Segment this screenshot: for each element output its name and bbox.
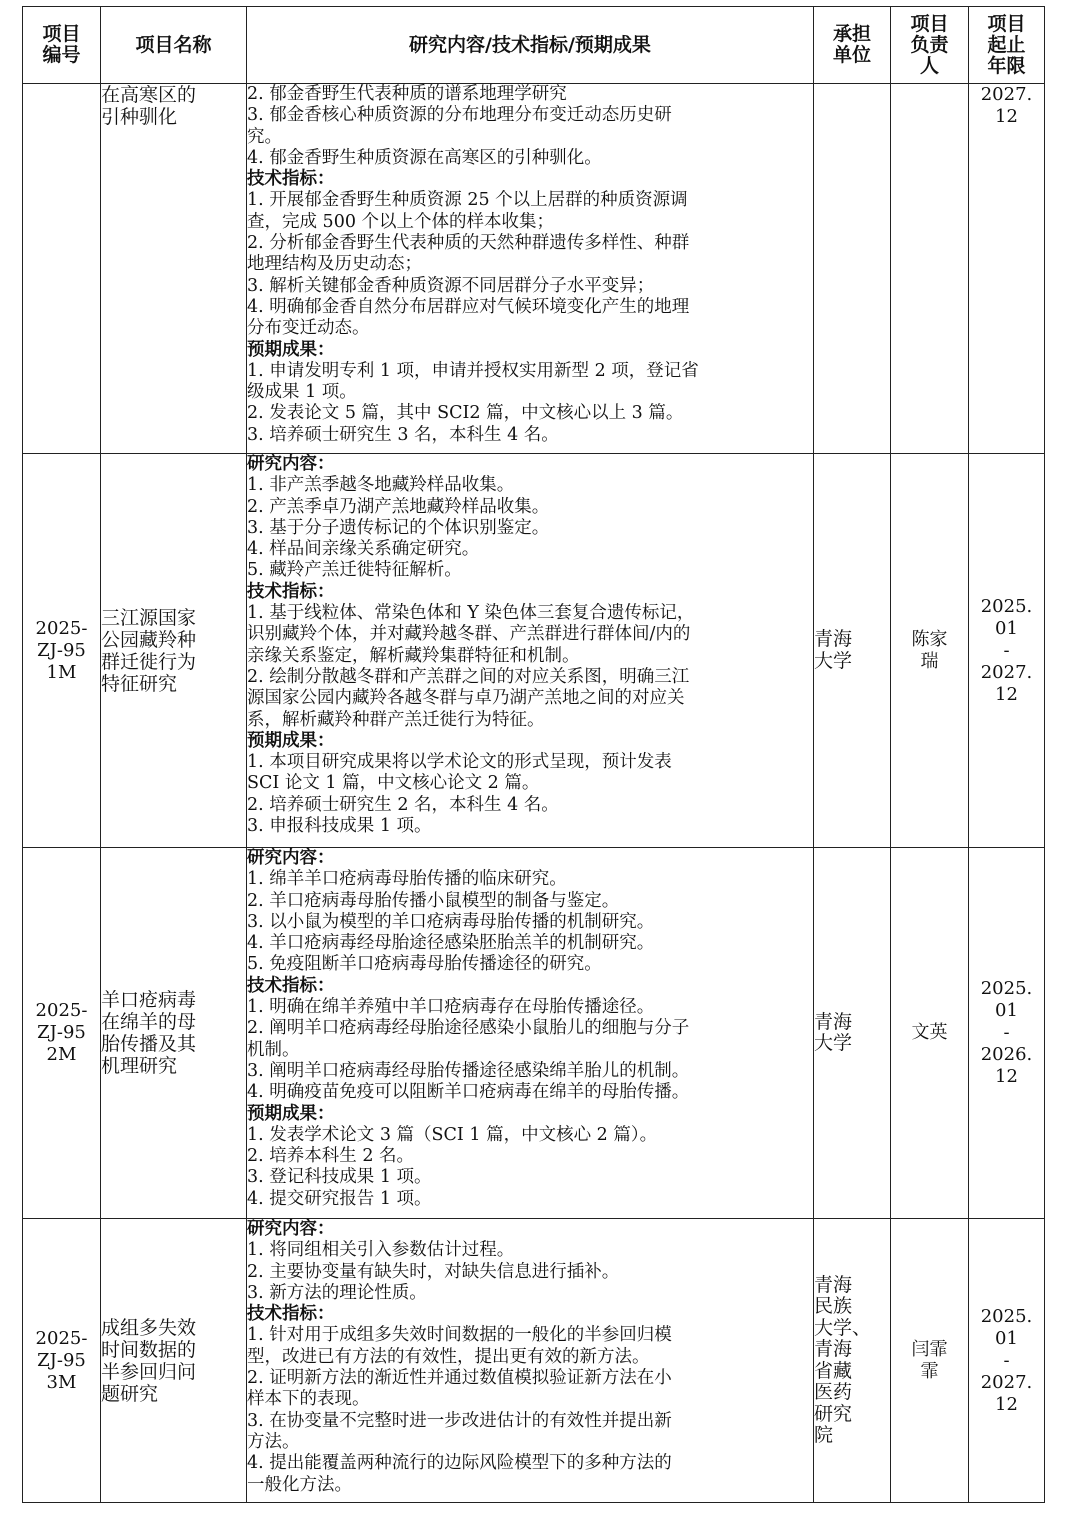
content-cell bbox=[247, 848, 814, 1219]
content-line: 4. 羊口疮病毒经母胎途径感染胚胎羔羊的机制研究。 bbox=[247, 933, 655, 954]
project-id-cell-text: 2025- ZJ-95 3M bbox=[35, 1327, 88, 1393]
lead-cell bbox=[891, 84, 969, 454]
project-name-cell-text: 在高寒区的 引种驯化 bbox=[101, 84, 197, 128]
content-line: 1. 基于线粒体、常染色体和 Y 染色体三套复合遗传标记， bbox=[247, 603, 695, 624]
section-heading: 预期成果： bbox=[247, 1103, 335, 1124]
table-row bbox=[23, 454, 1045, 848]
section-heading: 研究内容： bbox=[247, 848, 335, 868]
content-line: 识别藏羚个体，并对藏羚越冬群、产羔群进行群体间/内的 bbox=[247, 624, 691, 645]
section-heading: 研究内容： bbox=[247, 1219, 335, 1239]
content-line: SCI 论文 1 篇，中文核心论文 2 篇。 bbox=[247, 773, 540, 794]
lead-cell bbox=[891, 848, 969, 1219]
content-line: 3. 解析关键郁金香种质资源不同居群分子水平变异； bbox=[247, 275, 655, 296]
content-line: 1. 非产羔季越冬地藏羚样品收集。 bbox=[247, 475, 515, 496]
content-line: 2. 产羔季卓乃湖产羔地藏羚样品收集。 bbox=[247, 496, 550, 517]
content-line: 4. 提交研究报告 1 项。 bbox=[247, 1188, 432, 1209]
content-line: 样本下的表现。 bbox=[247, 1389, 370, 1410]
content-line: 1. 明确在绵羊养殖中羊口疮病毒存在母胎传播途径。 bbox=[247, 997, 655, 1018]
content-line: 1. 申请发明专利 1 项，申请并授权实用新型 2 项，登记省 bbox=[247, 360, 699, 381]
content-line: 2. 分析郁金香野生代表种质的天然种群遗传多样性、种群 bbox=[247, 233, 690, 254]
project-name-cell-text: 羊口疮病毒 在绵羊的母 胎传播及其 机理研究 bbox=[101, 989, 197, 1077]
content-line: 机制。 bbox=[247, 1039, 300, 1060]
content-line: 1. 发表学术论文 3 篇（SCI 1 篇，中文核心 2 篇）。 bbox=[247, 1124, 658, 1145]
content-line: 查，完成 500 个以上个体的样本收集； bbox=[247, 211, 555, 232]
table-row bbox=[23, 84, 1045, 454]
section-heading: 技术指标： bbox=[247, 581, 335, 602]
period-cell bbox=[969, 1219, 1045, 1503]
content-line: 一般化方法。 bbox=[247, 1474, 352, 1495]
unit-cell bbox=[814, 1219, 891, 1503]
section-heading: 预期成果： bbox=[247, 730, 335, 751]
period-cell bbox=[969, 454, 1045, 848]
period-cell-text: 2025. 01 - 2027. 12 bbox=[980, 595, 1033, 705]
section-heading: 技术指标： bbox=[247, 169, 335, 190]
content-line: 5. 免疫阻断羊口疮病毒母胎传播途径的研究。 bbox=[247, 954, 602, 975]
content-line: 3. 基于分子遗传标记的个体识别鉴定。 bbox=[247, 517, 550, 538]
table-row bbox=[23, 848, 1045, 1219]
content-line: 4. 郁金香野生种质资源在高寒区的引种驯化。 bbox=[247, 147, 602, 168]
content-line: 2. 羊口疮病毒母胎传播小鼠模型的制备与鉴定。 bbox=[247, 890, 620, 911]
content-line: 5. 藏羚产羔迁徙特征解析。 bbox=[247, 560, 462, 581]
unit-cell bbox=[814, 454, 891, 848]
lead-cell bbox=[891, 1219, 969, 1503]
content-line: 3. 郁金香核心种质资源的分布地理分布变迁动态历史研 bbox=[247, 105, 672, 126]
content-line: 3. 申报科技成果 1 项。 bbox=[247, 816, 432, 837]
period-cell bbox=[969, 84, 1045, 454]
unit-cell-text: 青海 民族 大学、 青海 省藏 医药 研究 院 bbox=[814, 1273, 872, 1446]
content-line: 2. 主要协变量有缺失时，对缺失信息进行插补。 bbox=[247, 1261, 620, 1282]
content-line: 1. 开展郁金香野生种质资源 25 个以上居群的种质资源调 bbox=[247, 190, 688, 211]
project-id-cell bbox=[23, 848, 101, 1219]
header-project-name: 项目名称 bbox=[101, 7, 247, 84]
project-name-cell bbox=[101, 848, 247, 1219]
header-row bbox=[23, 7, 1045, 84]
project-name-cell-text: 三江源国家 公园藏羚种 群迁徙行为 特征研究 bbox=[101, 606, 197, 695]
table-row bbox=[23, 1219, 1045, 1503]
project-table bbox=[22, 6, 1045, 1503]
unit-cell bbox=[814, 848, 891, 1219]
content-line: 3. 以小鼠为模型的羊口疮病毒母胎传播的机制研究。 bbox=[247, 911, 655, 932]
project-id-cell-text: 2025- ZJ-95 1M bbox=[35, 617, 88, 683]
unit-cell-text: 青海 大学 bbox=[814, 1010, 853, 1054]
section-heading: 研究内容： bbox=[247, 454, 335, 474]
content-line: 4. 明确郁金香自然分布居群应对气候环境变化产生的地理 bbox=[247, 296, 690, 317]
unit-cell bbox=[814, 84, 891, 454]
content-line: 源国家公园内藏羚各越冬群与卓乃湖产羔地之间的对应关 bbox=[247, 688, 685, 709]
header-content: 研究内容/技术指标/预期成果 bbox=[247, 7, 814, 84]
content-line: 亲缘关系鉴定，解析藏羚集群特征和机制。 bbox=[247, 645, 580, 666]
content-line: 3. 登记科技成果 1 项。 bbox=[247, 1167, 432, 1188]
content-line: 2. 证明新方法的渐近性并通过数值模拟验证新方法在小 bbox=[247, 1368, 672, 1389]
content-line: 2. 阐明羊口疮病毒经母胎途径感染小鼠胎儿的细胞与分子 bbox=[247, 1018, 690, 1039]
content-line: 2. 绘制分散越冬群和产羔群之间的对应关系图，明确三江 bbox=[247, 666, 690, 687]
header-unit: 承担 单位 bbox=[814, 7, 891, 84]
project-id-cell bbox=[23, 454, 101, 848]
content-line: 3. 阐明羊口疮病毒经母胎传播途径感染绵羊胎儿的机制。 bbox=[247, 1060, 690, 1081]
project-name-cell bbox=[101, 454, 247, 848]
lead-cell-text: 文英 bbox=[911, 1022, 948, 1043]
project-id-cell-text: 2025- ZJ-95 2M bbox=[35, 1000, 88, 1065]
content-line: 地理结构及历史动态； bbox=[247, 254, 422, 275]
period-cell-text: 2027. 12 bbox=[980, 84, 1033, 127]
project-id-cell bbox=[23, 84, 101, 454]
content-cell bbox=[247, 454, 814, 848]
header-lead: 项目 负责 人 bbox=[891, 7, 969, 84]
content-line: 4. 明确疫苗免疫可以阻断羊口疮病毒在绵羊的母胎传播。 bbox=[247, 1082, 690, 1103]
section-heading: 预期成果： bbox=[247, 339, 335, 360]
lead-cell bbox=[891, 454, 969, 848]
content-line: 3. 培养硕士研究生 3 名，本科生 4 名。 bbox=[247, 424, 559, 445]
content-line: 1. 针对用于成组多失效时间数据的一般化的半参回归模 bbox=[247, 1325, 672, 1346]
period-cell-text: 2025. 01 - 2027. 12 bbox=[980, 1305, 1033, 1415]
content-line: 4. 样品间亲缘关系确定研究。 bbox=[247, 539, 480, 560]
content-line: 1. 绵羊羊口疮病毒母胎传播的临床研究。 bbox=[247, 869, 567, 890]
section-heading: 技术指标： bbox=[247, 1304, 335, 1325]
content-cell bbox=[247, 84, 814, 454]
content-line: 2. 发表论文 5 篇，其中 SCI2 篇，中文核心以上 3 篇。 bbox=[247, 403, 684, 424]
project-name-cell bbox=[101, 84, 247, 454]
content-line: 3. 在协变量不完整时进一步改进估计的有效性并提出新 bbox=[247, 1410, 672, 1431]
content-line: 2. 郁金香野生代表种质的谱系地理学研究 bbox=[247, 84, 567, 104]
lead-cell-text: 陈家 瑞 bbox=[911, 628, 948, 672]
content-line: 究。 bbox=[247, 126, 282, 147]
content-line: 型，改进已有方法的有效性，提出更有效的新方法。 bbox=[247, 1346, 650, 1367]
header-project-id: 项目 编号 bbox=[23, 7, 101, 84]
content-line: 系，解析藏羚种群产羔迁徙行为特征。 bbox=[247, 709, 545, 730]
content-line: 2. 培养硕士研究生 2 名，本科生 4 名。 bbox=[247, 794, 559, 815]
content-line: 2. 培养本科生 2 名。 bbox=[247, 1146, 415, 1167]
content-line: 方法。 bbox=[247, 1431, 300, 1452]
content-line: 1. 本项目研究成果将以学术论文的形式呈现，预计发表 bbox=[247, 752, 672, 773]
content-cell bbox=[247, 1219, 814, 1503]
project-id-cell bbox=[23, 1219, 101, 1503]
content-line: 1. 将同组相关引入参数估计过程。 bbox=[247, 1240, 515, 1261]
content-line: 4. 提出能覆盖两种流行的边际风险模型下的多种方法的 bbox=[247, 1453, 672, 1474]
period-cell-text: 2025. 01 - 2026. 12 bbox=[980, 978, 1033, 1087]
section-heading: 技术指标： bbox=[247, 975, 335, 996]
project-name-cell bbox=[101, 1219, 247, 1503]
content-line: 分布变迁动态。 bbox=[247, 318, 370, 339]
lead-cell-text: 闫霏 霏 bbox=[911, 1338, 948, 1382]
project-name-cell-text: 成组多失效 时间数据的 半参回归问 题研究 bbox=[101, 1316, 197, 1405]
content-line: 级成果 1 项。 bbox=[247, 382, 357, 403]
period-cell bbox=[969, 848, 1045, 1219]
content-line: 3. 新方法的理论性质。 bbox=[247, 1282, 427, 1303]
header-period: 项目 起止 年限 bbox=[969, 7, 1045, 84]
unit-cell-text: 青海 大学 bbox=[814, 628, 853, 672]
